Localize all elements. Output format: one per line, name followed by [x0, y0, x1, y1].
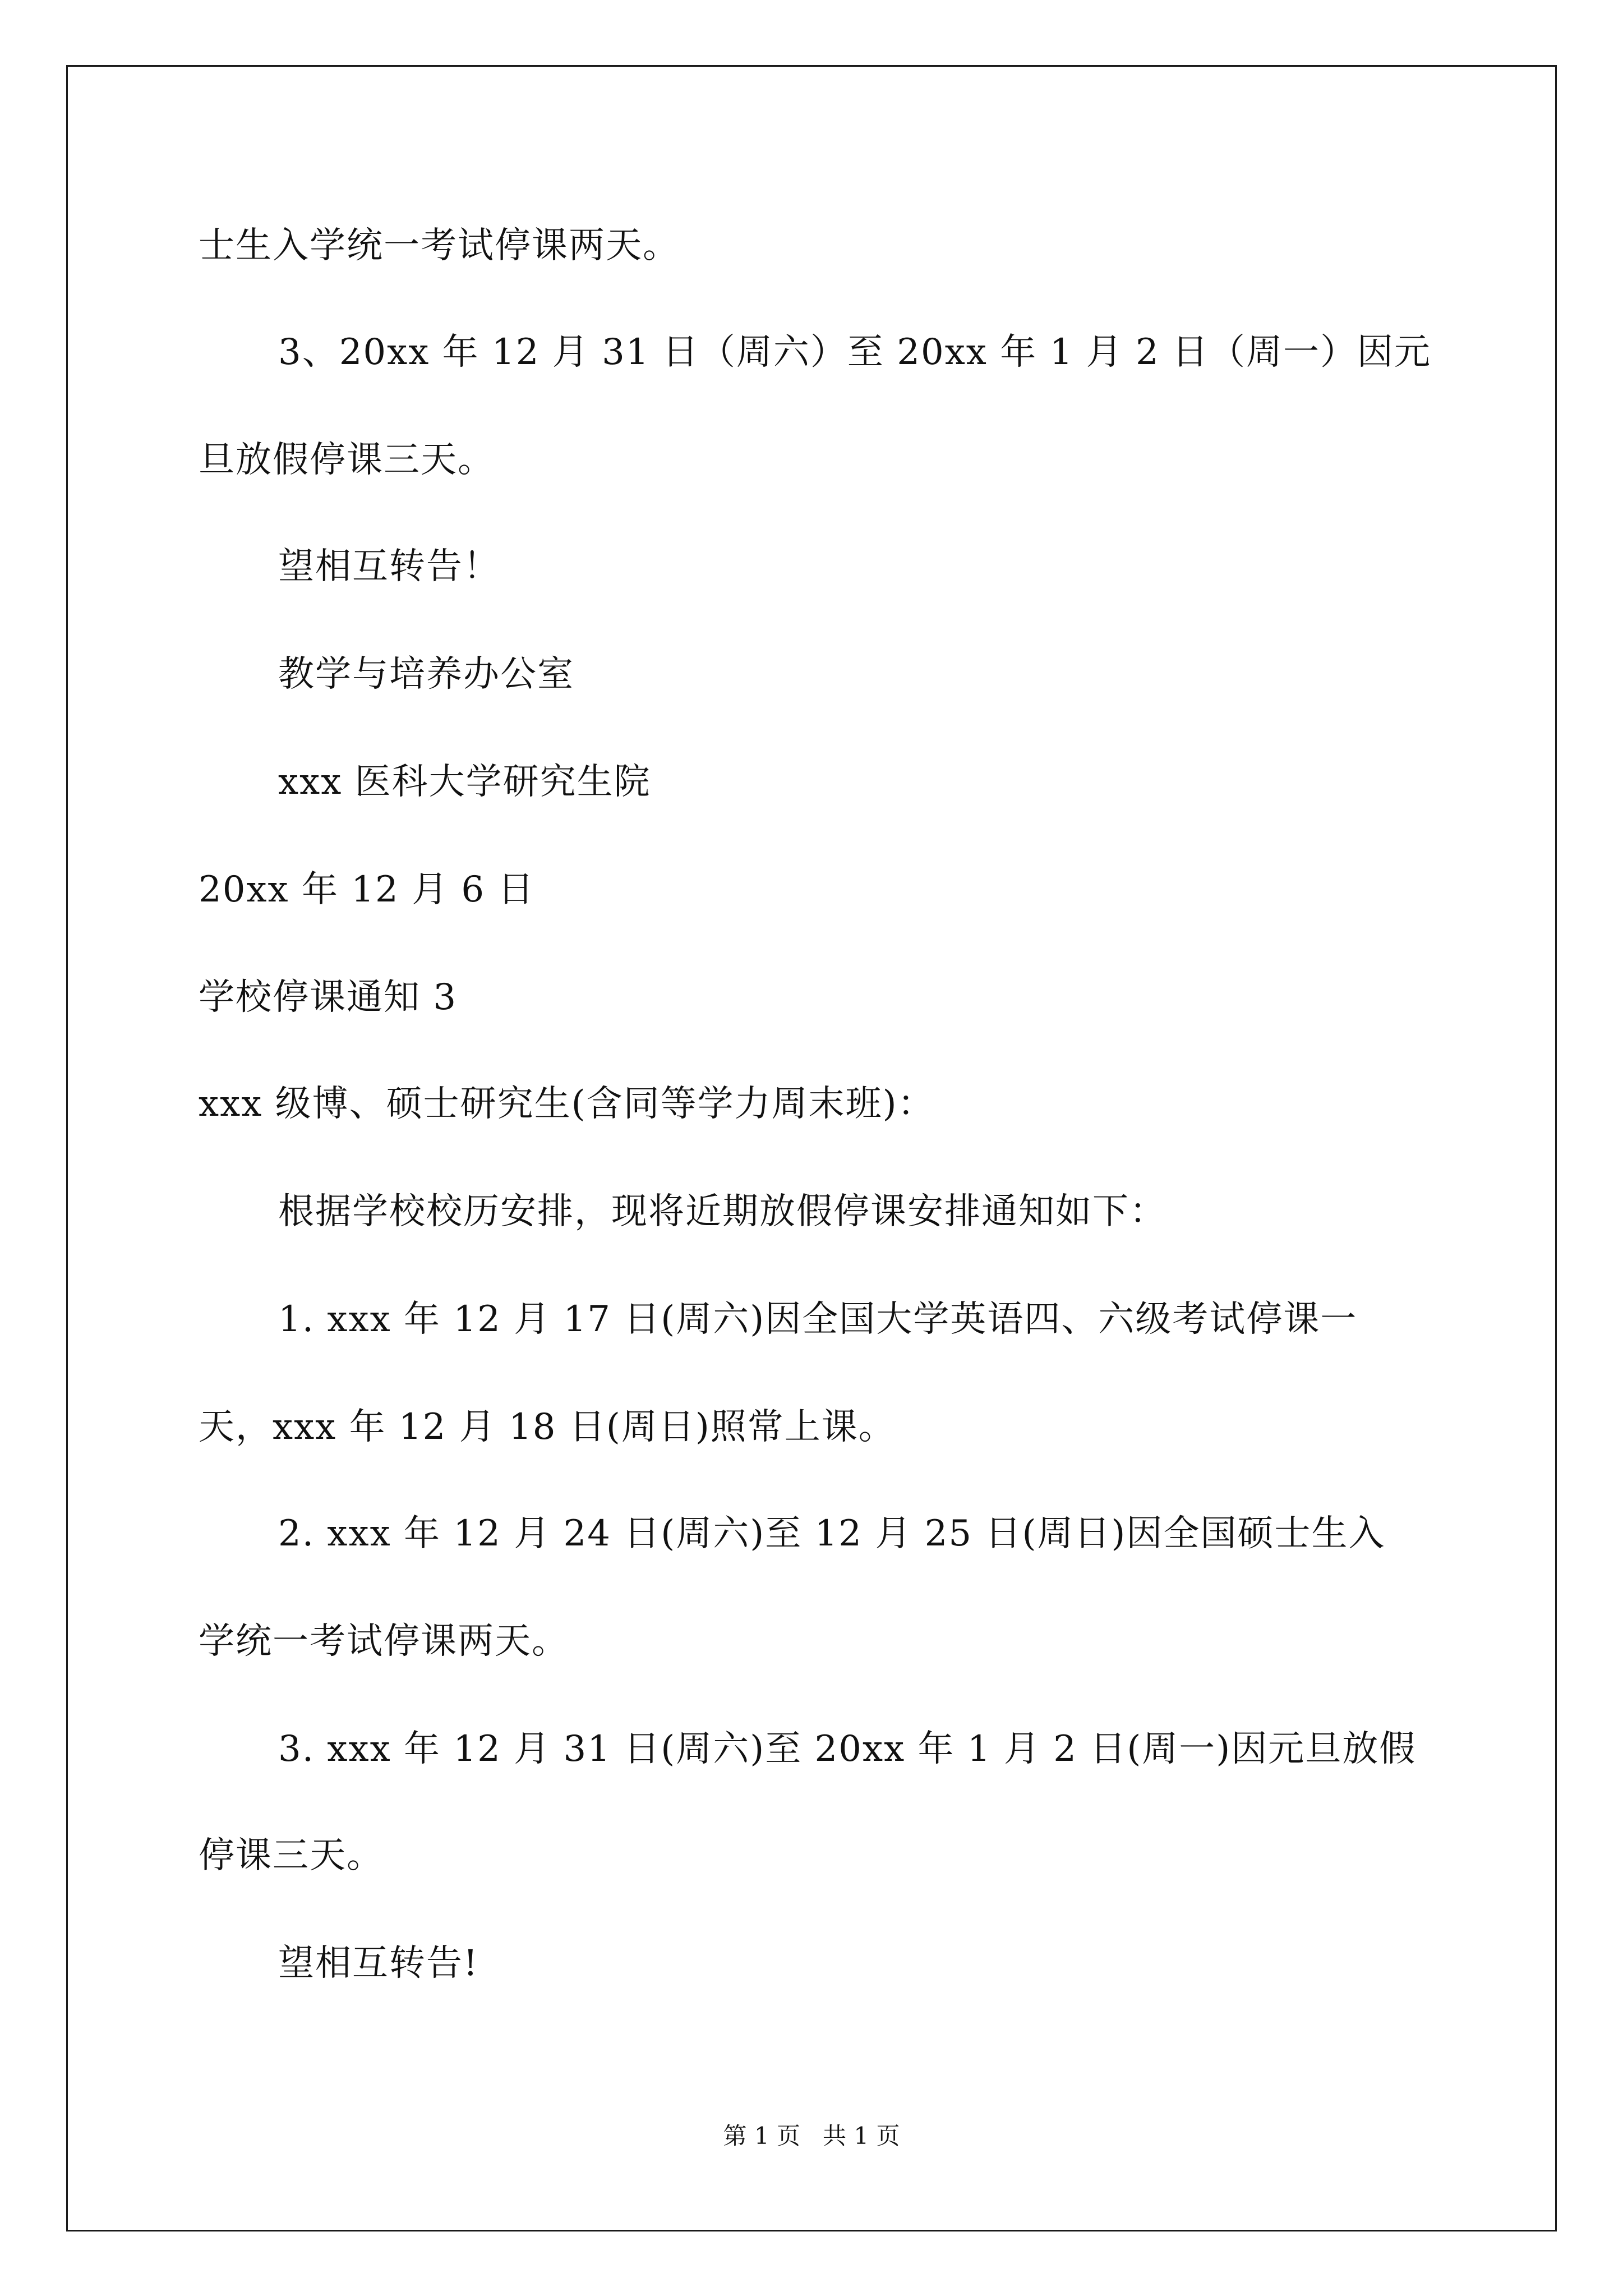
text-line: 1. xxx 年 12 月 17 日(周六)因全国大学英语四、六级考试停课一 — [278, 1299, 1358, 1340]
text-line: 望相互转告！ — [278, 546, 500, 587]
text-line: 士生入学统一考试停课两天。 — [199, 225, 680, 266]
text-line: 根据学校校历安排，现将近期放假停课安排通知如下： — [278, 1191, 1166, 1232]
text-line: 望相互转告! — [278, 1943, 479, 1984]
text-line: xxx 级博、硕士研究生(含同等学力周末班)： — [199, 1083, 935, 1125]
text-line: 学统一考试停课两天。 — [199, 1621, 569, 1662]
text-line: 3、20xx 年 12 月 31 日（周六）至 20xx 年 1 月 2 日（周一）因元 — [278, 332, 1432, 373]
text-line: 20xx 年 12 月 6 日 — [199, 869, 535, 910]
text-line: 天，xxx 年 12 月 18 日(周日)照常上课。 — [199, 1406, 896, 1448]
text-line: 3. xxx 年 12 月 31 日(周六)至 20xx 年 1 月 2 日(周一)因元旦放假 — [278, 1728, 1417, 1770]
text-line: 旦放假停课三天。 — [199, 439, 495, 481]
page-footer: 第 1 页 共 1 页 — [723, 2122, 900, 2150]
text-line: 停课三天。 — [199, 1835, 384, 1876]
text-line: 2. xxx 年 12 月 24 日(周六)至 12 月 25 日(周日)因全国硕士生入 — [278, 1513, 1386, 1554]
section-title: 学校停课通知 3 — [199, 977, 458, 1018]
text-line: 教学与培养办公室 — [278, 654, 574, 695]
text-line: xxx 医科大学研究生院 — [278, 761, 651, 803]
page-border — [66, 65, 1557, 2231]
